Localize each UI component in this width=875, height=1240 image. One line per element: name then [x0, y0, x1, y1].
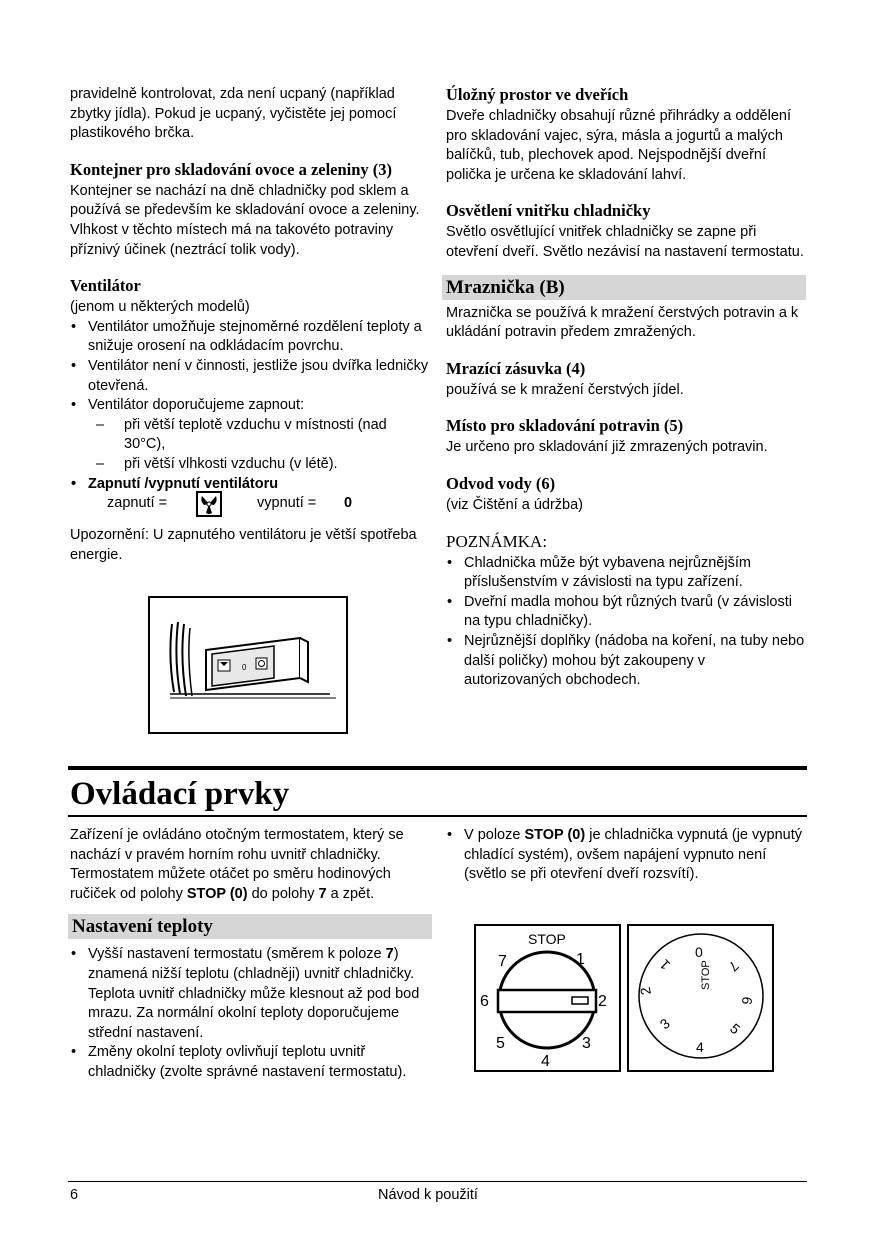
switch-heading: • Zapnutí /vypnutí ventilátoru — [70, 475, 432, 495]
mraznicka-heading: Mraznička (B) — [442, 275, 806, 300]
switch-on-label: zapnutí = — [107, 495, 168, 512]
dial-position-5: 5 — [727, 1020, 744, 1038]
ventilator-bullet: • Ventilátor umožňuje stejnoměrné rozdělení teploty a snižuje orosení na odkládacím povrchu. — [70, 318, 432, 357]
knob-position-4: 4 — [541, 1053, 550, 1070]
ulozny-text: Dveře chladničky obsahují různé přihrádky a oddělení pro skladování vajec, sýra, másla a jogurtů a malých balíčků, tub, plechovek apod. Nejspodnější dveřní polička je určena ke skladování lahví. — [446, 108, 791, 183]
dial-position-7: 7 — [725, 957, 743, 975]
thermostat-dial-diagram — [627, 924, 774, 1072]
dial-position-3: 3 — [656, 1015, 673, 1033]
fan-icon — [196, 491, 222, 517]
misto-heading: Místo pro skladování potravin (5) — [446, 416, 684, 436]
dial-position-6: 6 — [738, 995, 756, 1006]
odvod-text: (viz Čištění a údržba) — [446, 496, 583, 513]
ventilator-heading: Ventilátor — [70, 276, 141, 296]
nastaveni-bullet: • Změny okolní teploty ovlivňují teplotu uvnitř chladničky (zvolte správné nastavení termostatu). — [70, 1043, 432, 1082]
knob-position-3: 3 — [582, 1035, 591, 1052]
misto-text: Je určeno pro skladování již zmrazených potravin. — [446, 439, 768, 456]
page-number: 6 — [70, 1187, 79, 1203]
lower-right-column — [446, 826, 806, 885]
nastaveni-bullet: • Vyšší nastavení termostatu (směrem k poloze 7) znamená nižší teplotu (chladněji) uvnitř chladničky. Teplota uvnitř chladničky může klesnout až pod bod mrazu. Za normální okolní teploty doporučujeme střední nastavení. — [70, 945, 432, 1043]
ventilator-dash-item: – při větší teplotě vzduchu v místnosti (nad 30°C), — [70, 416, 432, 455]
dial-position-2: 2 — [636, 985, 654, 997]
ulozny-heading: Úložný prostor ve dveřích — [446, 85, 629, 104]
lower-left-column — [70, 826, 432, 1083]
odvod-heading: Odvod vody (6) — [446, 473, 556, 493]
switch-off-label: vypnutí = — [257, 495, 317, 512]
ventilator-dash-item: – při větší vlhkosti vzduchu (v létě). — [70, 455, 432, 475]
knob-position-7: 7 — [498, 953, 507, 970]
poznamka-bullet: • Dveřní madla mohou být různých tvarů (v závislosti na typu chladničky). — [446, 593, 806, 632]
osvetleni-heading: Osvětlení vnitřku chladničky — [446, 201, 651, 221]
section-intro-1: Zařízení je ovládáno otočným termostatem, který se nachází v pravém horním rohu uvnitř chladničky. — [70, 827, 404, 863]
poznamka-heading: POZNÁMKA: — [446, 531, 548, 551]
right-column — [446, 85, 806, 691]
section-bottom-rule — [68, 815, 807, 817]
kontejner-text: Kontejner se nachází na dně chladničky pod sklem a používá se především ke skladování ovoce a zeleniny. Vlhkost v těchto místech má na takovéto potraviny příznivý účinek (neztrácí tolik vody). — [70, 182, 420, 258]
poznamka-bullet: • Nejrůznější doplňky (nádoba na koření, na tuby nebo další poličky) mohou být zakoupeny v autorizovaných obchodech. — [446, 632, 806, 691]
zasuvka-text: používá se k mražení čerstvých jídel. — [446, 381, 684, 398]
footer-title: Návod k použití — [378, 1187, 478, 1203]
knob-position-2: 2 — [598, 993, 607, 1010]
ventilator-note: (jenom u některých modelů) — [70, 299, 250, 316]
knob-stop-label: STOP — [528, 931, 566, 947]
ventilator-bullet: • Ventilátor není v činnosti, jestliže jsou dvířka ledničky otevřená. — [70, 357, 432, 396]
dial-position-4: 4 — [696, 1039, 704, 1055]
nastaveni-heading: Nastavení teploty — [68, 914, 432, 939]
section-intro-2: Termostatem můžete otáčet po směru hodinových ručiček od polohy STOP (0) do polohy 7 a zpět. — [70, 866, 391, 902]
knob-position-5: 5 — [496, 1035, 505, 1052]
osvetleni-text: Světlo osvětlující vnitřek chladničky se zapne při otevření dveří. Světlo nezávisí na nastavení termostatu. — [446, 224, 804, 260]
mraznicka-text: Mraznička se používá k mražení čerstvých potravin a k ukládání potravin předem zmražených. — [446, 304, 799, 341]
warning-text: Upozornění: U zapnutého ventilátoru je větší spotřeba energie. — [70, 527, 417, 563]
knob-position-1: 1 — [576, 951, 585, 968]
section-title: Ovládací prvky — [70, 776, 290, 812]
intro-paragraph: pravidelně kontrolovat, zda není ucpaný (například zbytky jídla). Pokud je ucpaný, vyčistěte jej pomocí plastikového brčka. — [70, 86, 397, 142]
knob-position-6: 6 — [480, 993, 489, 1010]
stop-bullet: • V poloze STOP (0) je chladnička vypnutá (je vypnutý chladící systém), ovšem napájení vypnuto není (světlo se při otevření dveří rozsvítí). — [446, 826, 806, 885]
fan-switch-illustration — [148, 596, 348, 734]
switch-row — [70, 494, 432, 520]
footer-rule — [68, 1181, 807, 1182]
dial-zero-label: 0 — [695, 944, 703, 960]
switch-off-value: 0 — [344, 495, 353, 512]
kontejner-heading: Kontejner pro skladování ovoce a zeleniny (3) — [70, 159, 393, 179]
switch-zero-label: 0 — [242, 663, 247, 672]
ventilator-bullet: • Ventilátor doporučujeme zapnout: — [70, 396, 432, 416]
thermostat-knob-diagram — [474, 924, 621, 1072]
zasuvka-heading: Mrazící zásuvka (4) — [446, 358, 586, 378]
dial-position-1: 1 — [656, 956, 674, 974]
left-column — [70, 85, 432, 565]
section-top-rule — [68, 766, 807, 770]
dial-stop-label: STOP — [700, 960, 712, 990]
poznamka-bullet: • Chladnička může být vybavena nejrůznějším příslušenstvím v závislosti na typu zařízení. — [446, 554, 806, 593]
